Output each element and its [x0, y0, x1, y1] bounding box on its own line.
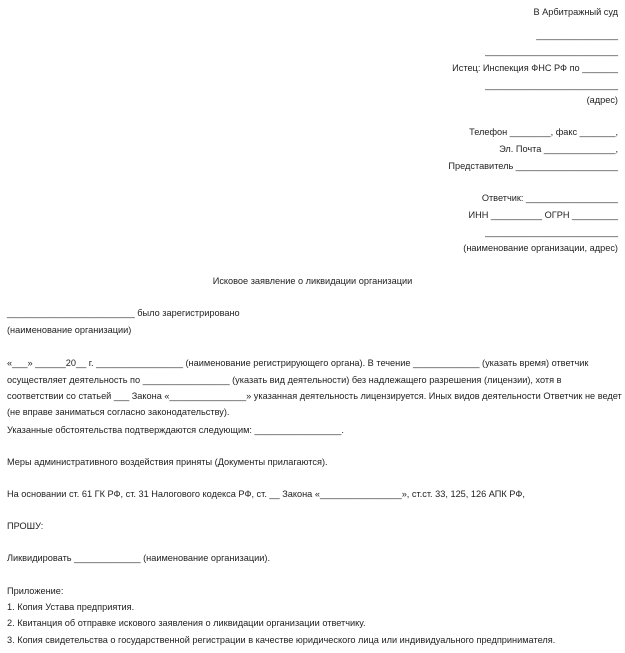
- appendix-item-1: 1. Копия Устава предприятия.: [7, 602, 135, 612]
- paragraph-1-line-1: «___» ______20__ г. _________________ (наименование регистрирующего органа). В течение _____________ (указать время) ответчик: [7, 358, 589, 368]
- paragraph-1-line-4: (не вправе заниматься согласно законодательству).: [7, 407, 230, 417]
- liquidate-line: Ликвидировать _____________ (наименование организации).: [7, 553, 271, 563]
- plaintiff-line: Истец: Инспекция ФНС РФ по _______: [452, 63, 618, 73]
- representative-line: Представитель ____________________: [448, 161, 618, 171]
- defendant-line: Ответчик: __________________: [481, 193, 618, 203]
- court-heading: В Арбитражный суд: [533, 7, 618, 17]
- phone-fax-line: Телефон ________, факс _______,: [469, 127, 618, 137]
- appendix-item-3: 3. Копия свидетельства о государственной регистрации в качестве юридического лица или индивидуального предпринимателя.: [7, 635, 556, 645]
- org-name-caption: (наименование организации): [7, 325, 132, 335]
- paragraph-2: Указанные обстоятельства подтверждаются следующим: _________________.: [7, 425, 344, 435]
- appendix-item-2: 2. Квитанция об отправке искового заявления о ликвидации организации ответчику.: [7, 618, 366, 628]
- paragraph-3: Меры административного воздействия приняты (Документы прилагаются).: [7, 457, 328, 467]
- appendix-heading: Приложение:: [7, 586, 64, 596]
- document-title: Исковое заявление о ликвидации организации: [212, 276, 413, 286]
- court-name-blank: ________________: [536, 30, 618, 40]
- email-line: Эл. Почта ______________,: [499, 144, 618, 154]
- plaintiff-address-blank: __________________________: [485, 80, 618, 90]
- address-caption: (адрес): [586, 95, 618, 105]
- defendant-caption: (наименование организации, адрес): [463, 243, 618, 253]
- court-name-blank-2: __________________________: [485, 46, 618, 56]
- paragraph-1-line-2: осуществляет деятельность по _________________ (указать вид деятельности) без надлежащего разрешения (лицензии), хотя в: [7, 375, 562, 385]
- request-heading: ПРОШУ:: [7, 521, 44, 531]
- registered-line: _________________________ было зарегистрировано: [7, 308, 240, 318]
- defendant-address-blank: __________________________: [485, 227, 618, 237]
- inn-ogrn-line: ИНН __________ ОГРН _________: [468, 210, 618, 220]
- paragraph-1-line-3: соответствии со статьей ___ Закона «_______________» указанная деятельность лицензируется. Иных видов деятельности Ответчик не ведет: [7, 391, 622, 401]
- paragraph-4: На основании ст. 61 ГК РФ, ст. 31 Налогового кодекса РФ, ст. __ Закона «________________», ст.ст. 33, 125, 126 АПК РФ,: [7, 489, 525, 499]
